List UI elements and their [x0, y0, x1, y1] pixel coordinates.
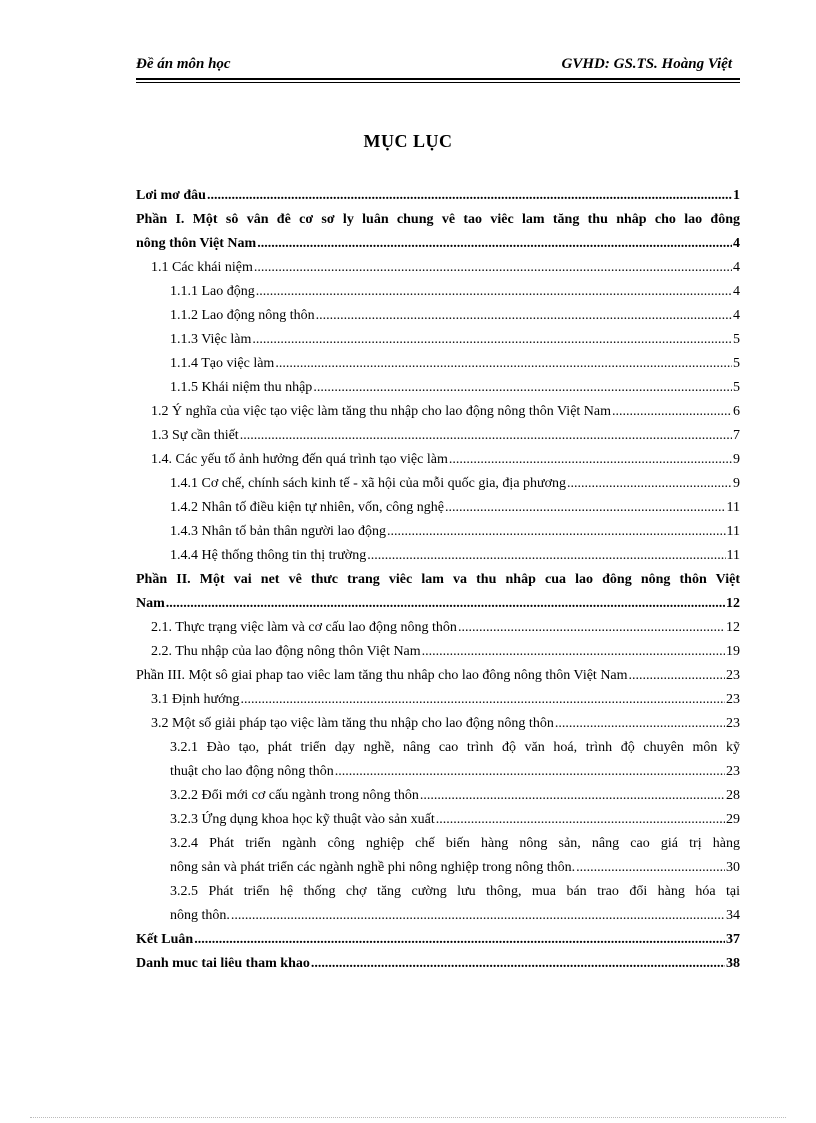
toc-entry-text: nông sản và phát triển các ngành nghề phi nông nghiệp trong nông thôn. [170, 860, 576, 875]
toc-leader-dots [612, 400, 732, 424]
toc-entry-1-2[interactable] [136, 400, 740, 424]
toc-page-number: 34 [726, 908, 740, 923]
header-rule-thick [136, 78, 740, 80]
toc-entry-text: 1.1.4 Tạo việc làm [170, 356, 275, 371]
toc-leader-dots [367, 544, 725, 568]
toc-page-number: 23 [726, 692, 740, 707]
toc-entry-text: thuật cho lao động nông thôn [170, 764, 334, 779]
toc-page-number: 11 [726, 524, 740, 539]
toc-entry-text: 1.2 Ý nghĩa của việc tạo việc làm tăng thu nhập cho lao động nông thôn Việt Nam [151, 404, 612, 419]
toc-leader-dots [576, 856, 725, 880]
toc-entry-1-4-3[interactable] [136, 520, 740, 544]
toc-entry-1-4-1[interactable] [136, 472, 740, 496]
toc-page-number: 5 [733, 356, 740, 371]
toc-entry-text: 1.4.2 Nhân tố điều kiện tự nhiên, vốn, công nghệ [170, 500, 444, 515]
header-advisor-label: GVHD: GS.TS. Hoàng Việt [561, 56, 732, 72]
toc-entry-conclusion[interactable] [136, 928, 740, 952]
toc-leader-dots [257, 232, 732, 256]
toc-leader-dots [420, 784, 725, 808]
toc-leader-dots [445, 496, 726, 520]
toc-entry-text: 1.1.3 Việc làm [170, 332, 252, 347]
toc-entry-part2-line1[interactable]: Phần II. Một vai net vê thưc trang viêc lam va thu nhâp cua lao đông nông thôn Việt [136, 572, 740, 587]
toc-leader-dots [567, 472, 732, 496]
toc-entry-3-2-4[interactable] [136, 856, 740, 880]
toc-entry-text: Kết Luân [136, 932, 194, 947]
toc-page-number: 28 [726, 788, 740, 803]
toc-page-number: 1 [733, 188, 740, 203]
toc-leader-dots [387, 520, 726, 544]
toc-entry-text: Danh muc tai liêu tham khao [136, 956, 310, 971]
toc-entry-text: Nam [136, 596, 165, 611]
toc-page-number: 4 [733, 260, 740, 275]
toc-page-number: 5 [733, 332, 740, 347]
toc-entry-text: 1.4.4 Hệ thống thông tin thị trường [170, 548, 367, 563]
toc-entry-1-1-5[interactable] [136, 376, 740, 400]
toc-entry-text: nông thôn Việt Nam [136, 236, 257, 251]
toc-leader-dots [311, 952, 725, 976]
toc-entry-text: Phần III. Một sô giai phap tao viêc lam tăng thu nhâp cho lao đông nông thôn Việt Nam [136, 668, 628, 683]
header-rule-thin [136, 82, 740, 83]
toc-page-number: 12 [726, 596, 740, 611]
toc-entry-text: 1.1.5 Khái niệm thu nhập [170, 380, 313, 395]
toc-leader-dots [316, 304, 732, 328]
toc-page-number: 9 [733, 476, 740, 491]
toc-leader-dots [207, 184, 732, 208]
toc-page-number: 4 [733, 308, 740, 323]
toc-entry-2-1[interactable] [136, 616, 740, 640]
toc-leader-dots [335, 760, 725, 784]
toc-page-number: 11 [726, 500, 740, 515]
toc-entry-text: 1.4. Các yếu tố ảnh hưởng đến quá trình tạo việc làm [151, 452, 448, 467]
toc-entry-3-2-4-line1[interactable]: 3.2.4 Phát triển ngành công nghiệp chế biến hàng nông sản, nâng cao giá trị hàng [170, 836, 740, 851]
toc-entry-2-2[interactable] [136, 640, 740, 664]
toc-page-number: 6 [733, 404, 740, 419]
toc-leader-dots [240, 424, 732, 448]
toc-leader-dots [254, 256, 732, 280]
toc-entry-text: 1.4.3 Nhân tố bản thân người lao động [170, 524, 387, 539]
toc-entry-3-2[interactable] [136, 712, 740, 736]
toc-entry-text: Lơi mơ đâu [136, 188, 206, 203]
toc-entry-text: 1.4.1 Cơ chế, chính sách kinh tế - xã hội của mỗi quốc gia, địa phương [170, 476, 567, 491]
table-of-contents [136, 184, 740, 976]
toc-leader-dots [449, 448, 732, 472]
toc-page-number: 9 [733, 452, 740, 467]
toc-entry-text: 2.1. Thực trạng việc làm và cơ cấu lao động nông thôn [151, 620, 457, 635]
toc-entry-text: 1.1.2 Lao động nông thôn [170, 308, 315, 323]
toc-entry-3-2-3[interactable] [136, 808, 740, 832]
toc-page-number: 38 [726, 956, 740, 971]
toc-page-number: 5 [733, 380, 740, 395]
toc-entry-3-2-2[interactable] [136, 784, 740, 808]
toc-entry-3-2-1-line1[interactable]: 3.2.1 Đào tạo, phát triển dạy nghề, nâng cao trình độ văn hoá, trình độ chuyên môn kỹ [170, 740, 740, 755]
toc-leader-dots [629, 664, 725, 688]
toc-entry-1-3[interactable] [136, 424, 740, 448]
toc-entry-3-1[interactable] [136, 688, 740, 712]
toc-entry-1-1-1[interactable] [136, 280, 740, 304]
toc-page-number: 37 [726, 932, 740, 947]
toc-page-number: 19 [726, 644, 740, 659]
page-header [136, 56, 740, 78]
toc-entry-part1-line1[interactable]: Phần I. Một sô vân đê cơ sơ ly luân chung vê tao viêc lam tăng thu nhâp cho lao đông [136, 212, 740, 227]
toc-entry-1-1-4[interactable] [136, 352, 740, 376]
toc-entry-1-4-4[interactable] [136, 544, 740, 568]
toc-page-number: 29 [726, 812, 740, 827]
page-title: MỤC LỤC [363, 131, 453, 151]
toc-entry-text: 1.3 Sự cần thiết [151, 428, 239, 443]
toc-page-number: 7 [733, 428, 740, 443]
toc-leader-dots [436, 808, 725, 832]
toc-leader-dots [241, 688, 726, 712]
toc-entry-1-1-2[interactable] [136, 304, 740, 328]
toc-entry-1-1[interactable] [136, 256, 740, 280]
toc-leader-dots [458, 616, 725, 640]
toc-page-number: 4 [733, 236, 740, 251]
toc-entry-text: 1.1.1 Lao động [170, 284, 255, 299]
toc-entry-text: 3.2.2 Đổi mới cơ cấu ngành trong nông thôn [170, 788, 419, 803]
toc-page-number: 30 [726, 860, 740, 875]
toc-page-number: 11 [726, 548, 740, 563]
toc-entry-text: 2.2. Thu nhập của lao động nông thôn Việt Nam [151, 644, 421, 659]
toc-entry-1-1-3[interactable] [136, 328, 740, 352]
toc-leader-dots [231, 904, 725, 928]
toc-entry-3-2-1[interactable] [136, 760, 740, 784]
toc-page-number: 23 [726, 764, 740, 779]
toc-leader-dots [555, 712, 725, 736]
toc-entry-text: 3.2.3 Ứng dụng khoa học kỹ thuật vào sản xuất [170, 812, 435, 827]
toc-page-number: 12 [726, 620, 740, 635]
toc-entry-1-4-2[interactable] [136, 496, 740, 520]
toc-entry-text: 1.1 Các khái niệm [151, 260, 253, 275]
toc-entry-text: nông thôn. [170, 908, 230, 923]
footer-dotted-rule [30, 1117, 786, 1118]
toc-leader-dots [422, 640, 725, 664]
toc-leader-dots [275, 352, 732, 376]
toc-page-number: 4 [733, 284, 740, 299]
toc-entry-part3[interactable] [136, 664, 740, 688]
toc-leader-dots [252, 328, 732, 352]
toc-entry-3-2-5[interactable] [136, 904, 740, 928]
toc-entry-1-4[interactable] [136, 448, 740, 472]
toc-page-number: 23 [726, 668, 740, 683]
toc-entry-3-2-5-line1[interactable]: 3.2.5 Phát triển hệ thống chợ tăng cường lưu thông, mua bán trao đổi hàng hóa tại [170, 884, 740, 899]
toc-entry-text: 3.1 Định hướng [151, 692, 240, 707]
toc-leader-dots [313, 376, 732, 400]
toc-leader-dots [256, 280, 732, 304]
toc-entry-references[interactable] [136, 952, 740, 976]
toc-entry-text: 3.2 Một số giải pháp tạo việc làm tăng thu nhập cho lao động nông thôn [151, 716, 554, 731]
toc-leader-dots [194, 928, 725, 952]
toc-entry-part1[interactable] [136, 232, 740, 256]
header-course-label: Đề án môn học [136, 56, 231, 72]
toc-page-number: 23 [726, 716, 740, 731]
toc-entry-part2[interactable] [136, 592, 740, 616]
toc-entry-intro[interactable] [136, 184, 740, 208]
toc-leader-dots [166, 592, 725, 616]
